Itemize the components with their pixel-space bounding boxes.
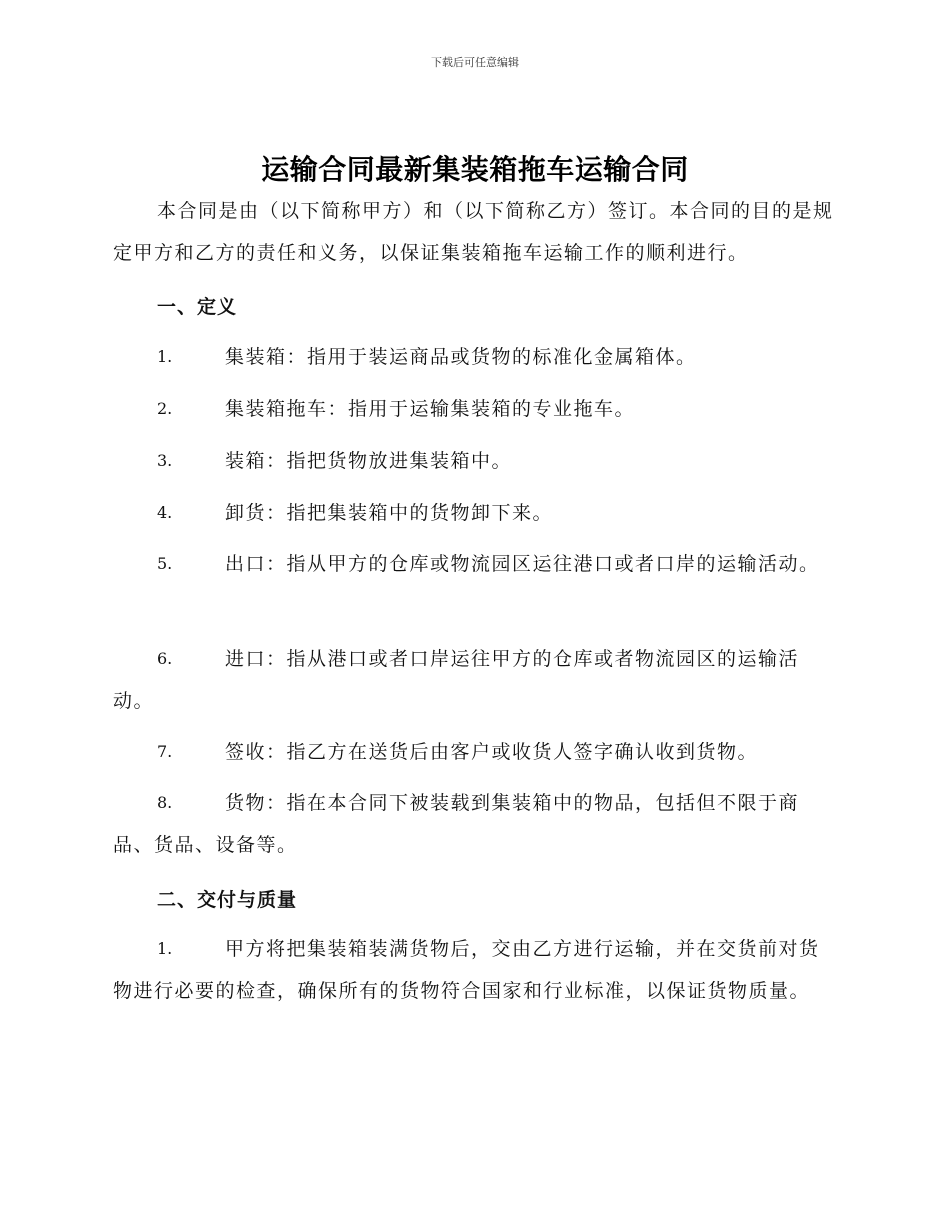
item-number: 1. xyxy=(157,347,173,366)
list-item xyxy=(113,388,835,430)
list-item xyxy=(113,336,835,378)
item-number: 5. xyxy=(157,554,173,573)
list-item xyxy=(113,638,835,722)
item-number: 4. xyxy=(157,503,173,522)
list-item xyxy=(113,492,835,534)
header-note: 下载后可任意编辑 xyxy=(431,56,519,69)
list-item xyxy=(113,928,835,1012)
item-number: 1. xyxy=(157,939,173,958)
item-text: 卸货：指把集装箱中的货物卸下来。 xyxy=(225,502,554,524)
section-heading: 二、交付与质量 xyxy=(157,889,298,911)
section-heading: 一、定义 xyxy=(157,296,238,318)
list-item xyxy=(113,440,835,482)
intro-paragraph: 本合同是由（以下简称甲方）和（以下简称乙方）签订。本合同的目的是规定甲方和乙方的责任和义务，以保证集装箱拖车运输工作的顺利进行。 xyxy=(113,200,834,264)
item-text: 进口：指从港口或者口岸运往甲方的仓库或者物流园区的运输活动。 xyxy=(113,648,800,712)
list-item xyxy=(113,731,835,773)
item-text: 出口：指从甲方的仓库或物流园区运往港口或者口岸的运输活动。 xyxy=(225,553,820,575)
item-text: 甲方将把集装箱装满货物后，交由乙方进行运输，并在交货前对货物进行必要的检查，确保所有的货物符合国家和行业标准，以保证货物质量。 xyxy=(113,938,820,1002)
item-number: 3. xyxy=(157,451,173,470)
item-number: 7. xyxy=(157,742,173,761)
item-text: 货物：指在本合同下被装载到集装箱中的物品，包括但不限于商品、货品、设备等。 xyxy=(113,792,800,856)
item-text: 集装箱：指用于装运商品或货物的标准化金属箱体。 xyxy=(225,346,697,368)
item-text: 装箱：指把货物放进集装箱中。 xyxy=(225,450,513,472)
item-text: 签收：指乙方在送货后由客户或收货人签字确认收到货物。 xyxy=(225,741,759,763)
item-number: 2. xyxy=(157,399,173,418)
list-item xyxy=(113,782,835,866)
item-text: 集装箱拖车：指用于运输集装箱的专业拖车。 xyxy=(225,398,636,420)
list-item xyxy=(113,543,835,585)
item-number: 6. xyxy=(157,649,173,668)
document-title: 运输合同最新集装箱拖车运输合同 xyxy=(261,153,689,186)
item-number: 8. xyxy=(157,793,173,812)
